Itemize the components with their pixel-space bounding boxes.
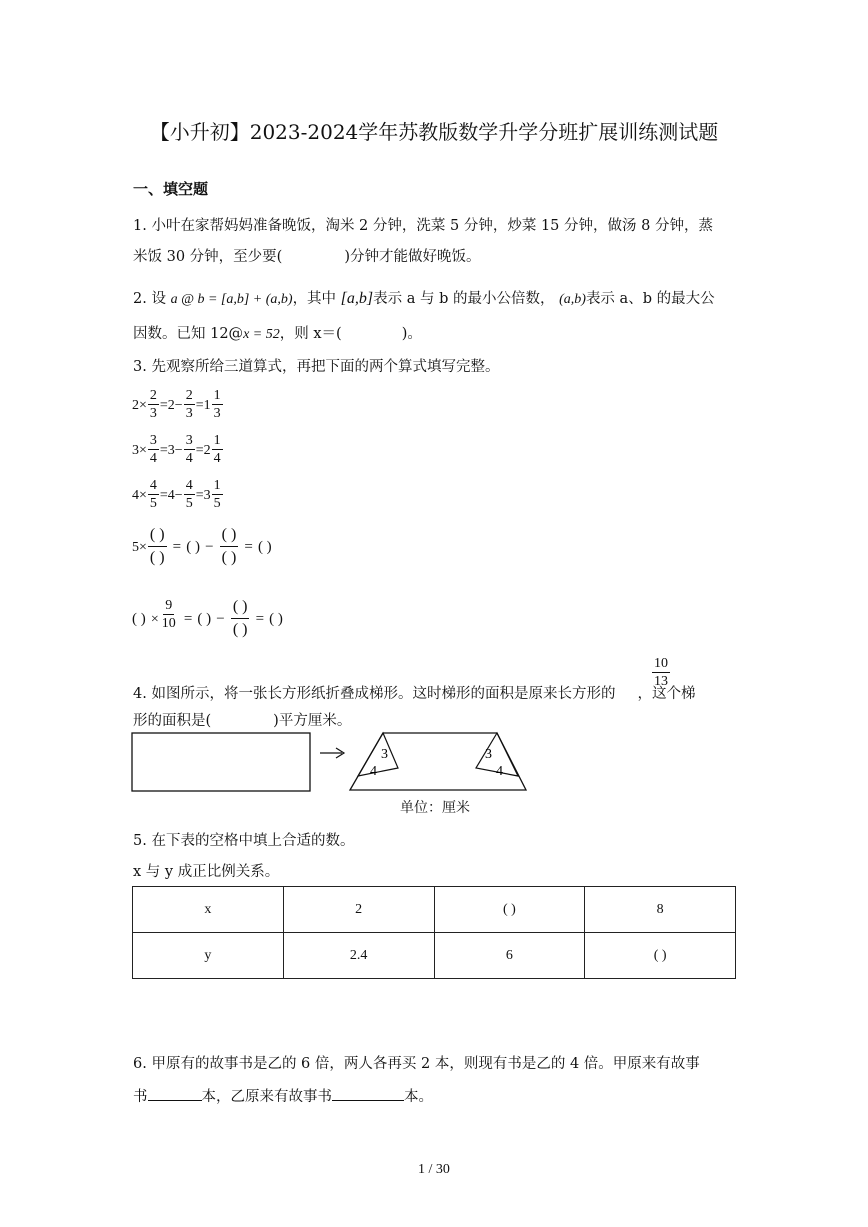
blank-numerator[interactable]: ( ) xyxy=(148,524,167,547)
q1-line2: 米饭 30 分钟，至少要( )分钟才能做好晚饭。 xyxy=(133,249,481,265)
blank-result[interactable]: ( ) xyxy=(269,611,283,627)
table-row xyxy=(133,887,736,933)
q5-line2: x 与 y 成正比例关系。 xyxy=(133,864,280,880)
table-cell: 2.4 xyxy=(283,933,434,979)
q6-line1: 6. 甲原有的故事书是乙的 6 倍，两人各再买 2 本，则现有书是乙的 4 倍。甲原来有故事 xyxy=(133,1056,700,1072)
right-fold-label-top: 3 xyxy=(485,747,492,762)
q3-fill-equation-2: ( ) × $\frac{9}{10}$ = ( ) − $\frac{( )}{( )}$ = ( ) xyxy=(132,596,283,641)
section-heading: 一、填空题 xyxy=(133,180,209,198)
q3-example-equation-2: 3× $\frac{3}{4}$ =3− $\frac{3}{4}$ =2 $\frac{1}{4}$ xyxy=(132,433,221,466)
blank-whole[interactable]: ( ) xyxy=(186,539,200,555)
blank-result[interactable]: ( ) xyxy=(257,539,272,555)
blank-numerator[interactable]: ( ) xyxy=(220,524,239,547)
q5-proportion-table xyxy=(132,886,736,979)
blank-whole[interactable]: ( ) xyxy=(197,611,212,627)
table-cell: y xyxy=(133,933,284,979)
q6-line2: 书 本，乙原来有故事书 本。 xyxy=(133,1085,433,1106)
blank-denominator[interactable]: ( ) xyxy=(221,549,237,566)
q2-lcm-notation: [a,b] xyxy=(340,290,374,307)
q2-gcd-notation: (a,b) xyxy=(559,292,586,307)
table-cell-blank[interactable]: ( ) xyxy=(434,887,585,933)
q2-operation-expression: a @ b = [a,b] + (a,b) xyxy=(170,292,293,307)
left-fold-label-bottom: 4 xyxy=(370,764,377,779)
left-fold-label-top: 3 xyxy=(381,747,388,762)
trapezoid-shape xyxy=(350,733,526,790)
q4-figure-caption: 单位：厘米 xyxy=(400,800,470,816)
q5-line1: 5. 在下表的空格中填上合适的数。 xyxy=(133,833,355,849)
q6-blank-1[interactable] xyxy=(148,1086,202,1101)
q1-line1: 1. 小叶在家帮妈妈准备晚饭，淘米 2 分钟，洗菜 5 分钟，炒菜 15 分钟，做汤 8 分钟，蒸 xyxy=(133,218,713,234)
left-fold-triangle xyxy=(358,733,398,776)
blank-whole[interactable]: ( ) xyxy=(132,611,146,627)
q4-fraction: $\frac{10}{13}$ xyxy=(654,656,668,689)
right-fold-label-bottom: 4 xyxy=(496,764,503,779)
page-number: 1 / 30 xyxy=(418,1162,450,1177)
blank-numerator[interactable]: ( ) xyxy=(231,596,250,619)
blank-denominator[interactable]: ( ) xyxy=(232,621,248,638)
q2-line1: 2. 设 a @ b = [a,b] + (a,b)，其中 [a,b]表示 a 与 b 的最小公倍数， (a,b)表示 a、b 的最大公 xyxy=(133,290,715,307)
blank-denominator[interactable]: ( ) xyxy=(149,549,165,566)
table-cell: 8 xyxy=(585,887,736,933)
q4-figure xyxy=(130,728,530,798)
table-cell: x xyxy=(133,887,284,933)
q2-line2: 因数。已知 12@x = 52，则 x＝( )。 xyxy=(133,326,422,342)
q6-blank-2[interactable] xyxy=(332,1086,404,1101)
document-title: 【小升初】2023-2024学年苏教版数学升学分班扩展训练测试题 xyxy=(149,120,719,144)
q3-fill-equation-1: 5× $\frac{( )}{( )}$ = ( ) − $\frac{( )}{( )}$ = ( ) xyxy=(132,524,272,569)
table-cell-blank[interactable]: ( ) xyxy=(585,933,736,979)
rectangle-shape xyxy=(132,733,310,791)
table-row xyxy=(133,933,736,979)
q3-example-equation-1: 2× $\frac{2}{3}$ =2− $\frac{2}{3}$ =1 $\frac{1}{3}$ xyxy=(132,388,221,421)
table-cell: 6 xyxy=(434,933,585,979)
q3-example-equation-3: 4× $\frac{4}{5}$ =4− $\frac{4}{5}$ =3 $\frac{1}{5}$ xyxy=(132,478,221,511)
table-cell: 2 xyxy=(283,887,434,933)
q3-instruction: 3. 先观察所给三道算式，再把下面的两个算式填写完整。 xyxy=(133,359,500,375)
q4-line2: 形的面积是( )平方厘米。 xyxy=(133,713,352,729)
q2-given-value: x = 52 xyxy=(243,327,280,342)
q4-line1: 4. 如图所示，将一张长方形纸折叠成梯形。这时梯形的面积是原来长方形的 ，这个梯 xyxy=(133,686,696,702)
